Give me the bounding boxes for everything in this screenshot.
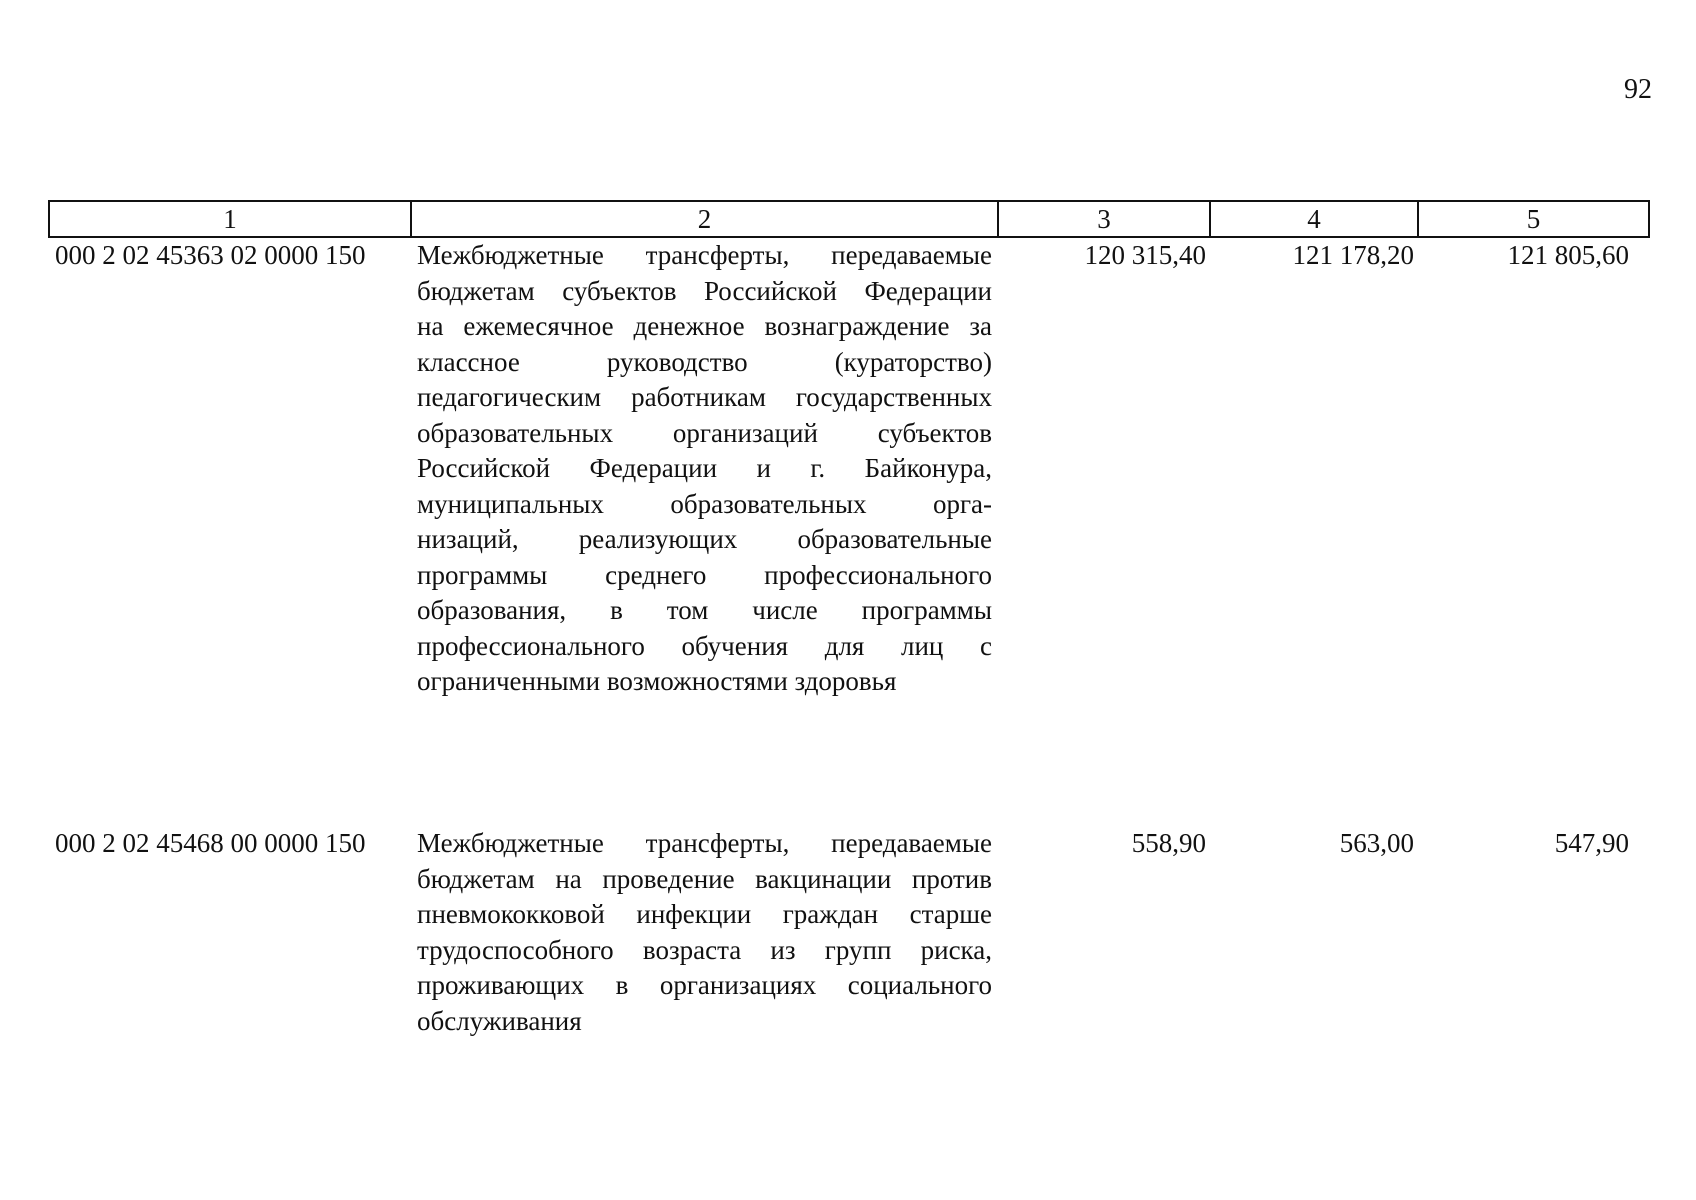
budget-code-cell: 000 2 02 45468 00 0000 150 — [55, 828, 366, 858]
description-line: трудоспособного возраста из групп риска, — [417, 934, 992, 965]
description-line: образования, в том числе программы — [417, 595, 992, 625]
description-line: низаций, реализующих образовательные — [417, 524, 992, 554]
budget-code-cell: 000 2 02 45363 02 0000 150 — [55, 240, 366, 270]
value-cell-col5: 547,90 — [1554, 828, 1629, 858]
value-cell-col5: 121 805,60 — [1507, 240, 1629, 270]
description-line: бюджетам субъектов Российской Федерации — [417, 275, 992, 306]
page-number: 92 — [1624, 74, 1652, 105]
description-line: Межбюджетные трансферты, передаваемые — [417, 240, 992, 270]
column-header-1: 1 — [49, 201, 411, 237]
description-line: программы среднего профессионального — [417, 559, 992, 590]
description-line: образовательных организаций субъектов — [417, 417, 992, 448]
description-line: муниципальных образовательных орга- — [417, 488, 992, 519]
value-cell-col3: 120 315,40 — [1084, 240, 1206, 270]
table-row — [49, 237, 1649, 826]
description-line: классное руководство (кураторство) — [417, 346, 992, 377]
header-row — [49, 201, 1649, 237]
description-line: бюджетам на проведение вакцинации против — [417, 863, 992, 894]
table-header — [49, 201, 1649, 237]
column-header-3: 3 — [998, 201, 1210, 237]
description-line: педагогическим работникам государственных — [417, 382, 992, 412]
description-line: ограниченными возможностями здоровья — [417, 666, 897, 696]
description-line: Межбюджетные трансферты, передаваемые — [417, 828, 992, 858]
column-header-4: 4 — [1210, 201, 1418, 237]
table-row — [49, 826, 1649, 1126]
description-line: профессионального обучения для лиц с — [417, 630, 992, 661]
value-cell-col3: 558,90 — [1131, 828, 1206, 858]
column-header-2: 2 — [411, 201, 998, 237]
description-cell — [411, 237, 998, 826]
description-line: пневмококковой инфекции граждан старше — [417, 899, 992, 929]
column-header-5: 5 — [1418, 201, 1649, 237]
description-line: проживающих в организациях социального — [417, 970, 992, 1000]
value-cell-col4: 121 178,20 — [1292, 240, 1414, 270]
description-line: обслуживания — [417, 1005, 582, 1036]
description-cell — [411, 826, 998, 1126]
budget-table — [48, 200, 1650, 1126]
table-body — [49, 237, 1649, 1126]
description-line: Российской Федерации и г. Байконура, — [417, 453, 992, 483]
value-cell-col4: 563,00 — [1339, 828, 1414, 858]
description-line: на ежемесячное денежное вознаграждение за — [417, 311, 992, 341]
